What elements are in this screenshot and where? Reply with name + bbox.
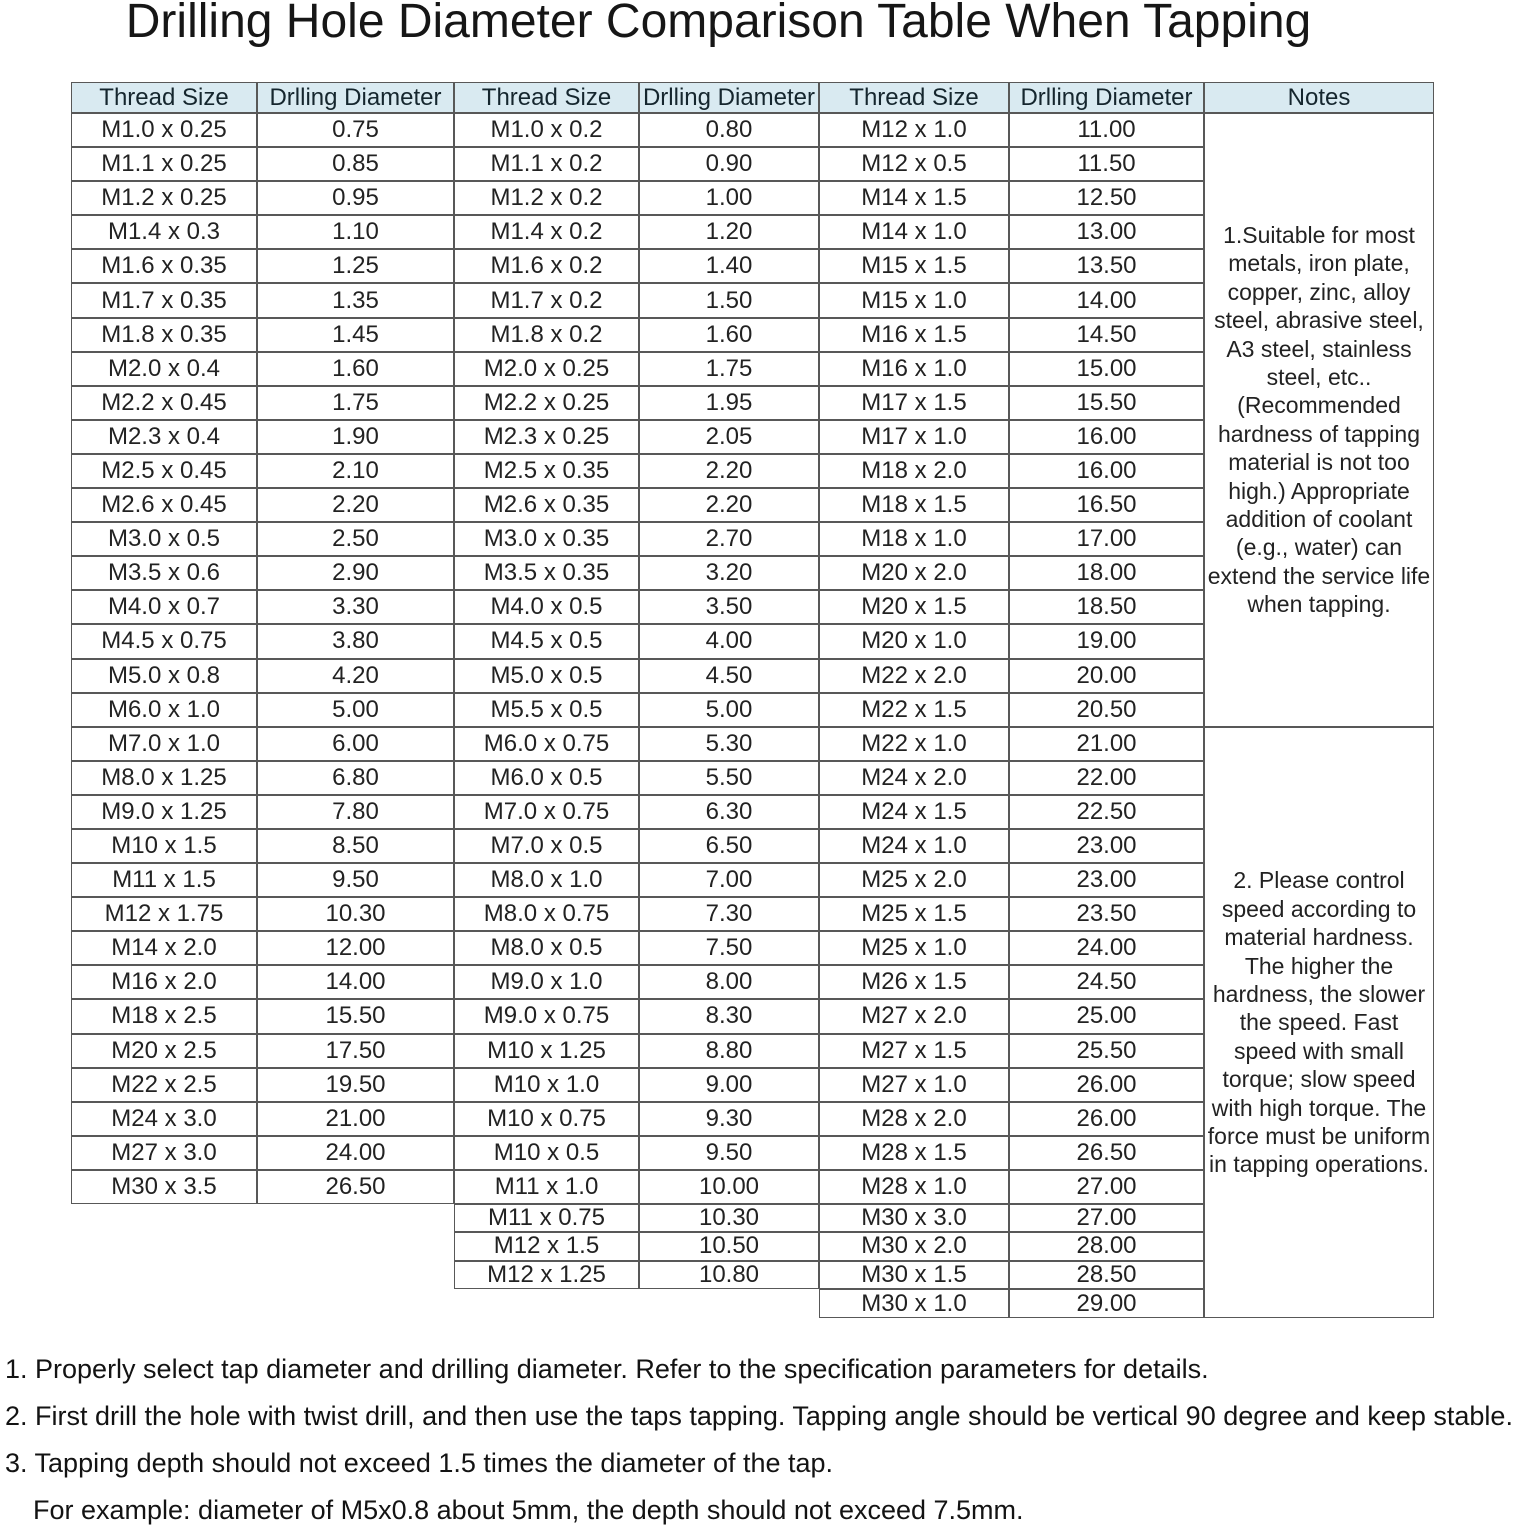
drilling-diameter-cell: 13.00 — [1009, 215, 1204, 249]
drilling-diameter-cell: 20.50 — [1009, 693, 1204, 727]
thread-size-cell: M30 x 3.5 — [71, 1170, 257, 1204]
thread-size-cell: M1.1 x 0.25 — [71, 147, 257, 181]
thread-size-cell: M28 x 2.0 — [819, 1102, 1009, 1136]
thread-size-cell: M2.5 x 0.45 — [71, 454, 257, 488]
thread-size-cell: M22 x 1.5 — [819, 693, 1009, 727]
drilling-diameter-cell: 5.00 — [639, 693, 819, 727]
drilling-diameter-cell: 11.00 — [1009, 113, 1204, 147]
thread-size-cell: M30 x 3.0 — [819, 1204, 1009, 1232]
thread-size-cell: M10 x 0.5 — [454, 1136, 639, 1170]
drilling-diameter-cell: 13.50 — [1009, 249, 1204, 283]
drilling-diameter-cell: 23.50 — [1009, 897, 1204, 931]
note-1: 1.Suitable for most metals, iron plate, copper, zinc, alloy steel, abrasive steel, A3 steel, stainless steel, etc..(Recommended hardness of tapping material is not too high.) Appropriate addition of coolant (e.g., water) can extend the service life when tapping. — [1204, 113, 1434, 727]
drilling-diameter-cell: 27.00 — [1009, 1170, 1204, 1204]
drilling-diameter-cell: 1.00 — [639, 181, 819, 215]
drilling-diameter-cell: 2.05 — [639, 420, 819, 454]
drilling-diameter-cell: 18.00 — [1009, 556, 1204, 590]
thread-size-cell: M2.2 x 0.25 — [454, 386, 639, 420]
drilling-diameter-cell: 8.00 — [639, 965, 819, 999]
thread-size-cell: M18 x 2.0 — [819, 454, 1009, 488]
drilling-diameter-cell: 14.00 — [257, 965, 454, 999]
footer-note-1: 1. Properly select tap diameter and drilling diameter. Refer to the specification parameters for details. — [5, 1354, 1209, 1384]
drilling-diameter-cell: 0.95 — [257, 181, 454, 215]
thread-size-cell: M22 x 2.0 — [819, 659, 1009, 693]
thread-size-cell: M10 x 0.75 — [454, 1102, 639, 1136]
thread-size-cell: M30 x 1.0 — [819, 1289, 1009, 1319]
drilling-diameter-cell: 17.00 — [1009, 522, 1204, 556]
column-header: Drlling Diameter — [639, 82, 819, 113]
thread-size-cell: M2.3 x 0.25 — [454, 420, 639, 454]
drilling-diameter-cell: 24.50 — [1009, 965, 1204, 999]
drilling-diameter-cell: 12.00 — [257, 931, 454, 965]
drilling-diameter-cell: 6.00 — [257, 727, 454, 761]
thread-size-cell: M10 x 1.25 — [454, 1034, 639, 1068]
thread-size-cell: M7.0 x 0.5 — [454, 829, 639, 863]
thread-size-cell: M9.0 x 0.75 — [454, 999, 639, 1033]
thread-size-cell: M12 x 1.25 — [454, 1261, 639, 1289]
drilling-diameter-cell: 1.40 — [639, 249, 819, 283]
thread-size-cell: M25 x 1.0 — [819, 931, 1009, 965]
thread-size-cell: M27 x 1.5 — [819, 1034, 1009, 1068]
thread-size-cell: M4.5 x 0.5 — [454, 624, 639, 658]
thread-size-cell: M2.5 x 0.35 — [454, 454, 639, 488]
drilling-diameter-cell: 15.00 — [1009, 352, 1204, 386]
drilling-diameter-cell: 29.00 — [1009, 1289, 1204, 1319]
drilling-diameter-cell: 5.30 — [639, 727, 819, 761]
drilling-diameter-cell: 1.95 — [639, 386, 819, 420]
thread-size-cell: M2.2 x 0.45 — [71, 386, 257, 420]
thread-size-cell: M24 x 1.5 — [819, 795, 1009, 829]
drilling-diameter-cell: 11.50 — [1009, 147, 1204, 181]
drilling-diameter-cell: 26.00 — [1009, 1102, 1204, 1136]
drilling-diameter-cell: 16.00 — [1009, 454, 1204, 488]
thread-size-cell: M11 x 1.5 — [71, 863, 257, 897]
thread-size-cell: M3.5 x 0.35 — [454, 556, 639, 590]
drilling-diameter-cell: 1.75 — [639, 352, 819, 386]
thread-size-cell: M20 x 2.0 — [819, 556, 1009, 590]
column-header: Drlling Diameter — [1009, 82, 1204, 113]
thread-size-cell: M3.0 x 0.5 — [71, 522, 257, 556]
footer-notes — [5, 1346, 1513, 1534]
drilling-diameter-cell: 1.60 — [639, 318, 819, 352]
drilling-diameter-cell: 21.00 — [1009, 727, 1204, 761]
thread-size-cell: M24 x 1.0 — [819, 829, 1009, 863]
drilling-diameter-cell: 3.30 — [257, 590, 454, 624]
drilling-diameter-cell: 6.50 — [639, 829, 819, 863]
drilling-diameter-cell: 2.20 — [639, 454, 819, 488]
drilling-diameter-cell: 1.35 — [257, 283, 454, 317]
footer-note-example: For example: diameter of M5x0.8 about 5mm, the depth should not exceed 7.5mm. — [33, 1495, 1024, 1525]
thread-size-cell: M3.5 x 0.6 — [71, 556, 257, 590]
thread-size-cell: M14 x 1.5 — [819, 181, 1009, 215]
thread-size-cell: M8.0 x 1.0 — [454, 863, 639, 897]
drilling-diameter-cell: 8.50 — [257, 829, 454, 863]
drilling-diameter-cell: 26.50 — [1009, 1136, 1204, 1170]
thread-size-cell: M1.6 x 0.35 — [71, 249, 257, 283]
thread-size-cell: M1.4 x 0.3 — [71, 215, 257, 249]
column-header: Thread Size — [71, 82, 257, 113]
column-header: Thread Size — [454, 82, 639, 113]
page-title: Drilling Hole Diameter Comparison Table When Tapping — [125, 0, 1312, 48]
drilling-diameter-cell: 21.00 — [257, 1102, 454, 1136]
drilling-diameter-cell: 0.80 — [639, 113, 819, 147]
thread-size-cell: M14 x 2.0 — [71, 931, 257, 965]
drilling-diameter-cell: 4.50 — [639, 659, 819, 693]
thread-size-cell: M9.0 x 1.25 — [71, 795, 257, 829]
thread-size-cell: M27 x 3.0 — [71, 1136, 257, 1170]
thread-size-cell: M9.0 x 1.0 — [454, 965, 639, 999]
drilling-diameter-cell: 8.80 — [639, 1034, 819, 1068]
drilling-diameter-cell: 23.00 — [1009, 829, 1204, 863]
thread-size-cell: M1.7 x 0.2 — [454, 283, 639, 317]
thread-size-cell: M2.0 x 0.25 — [454, 352, 639, 386]
drilling-diameter-cell: 10.80 — [639, 1261, 819, 1289]
thread-size-cell: M8.0 x 1.25 — [71, 761, 257, 795]
thread-size-cell: M22 x 2.5 — [71, 1068, 257, 1102]
thread-size-cell: M6.0 x 0.5 — [454, 761, 639, 795]
drilling-diameter-cell: 9.00 — [639, 1068, 819, 1102]
drilling-diameter-cell: 2.20 — [639, 488, 819, 522]
drilling-diameter-cell: 24.00 — [1009, 931, 1204, 965]
drilling-diameter-cell: 10.30 — [257, 897, 454, 931]
drilling-diameter-cell: 25.50 — [1009, 1034, 1204, 1068]
thread-size-cell: M1.6 x 0.2 — [454, 249, 639, 283]
drilling-diameter-cell: 10.50 — [639, 1232, 819, 1260]
thread-size-cell: M10 x 1.5 — [71, 829, 257, 863]
thread-size-cell: M1.4 x 0.2 — [454, 215, 639, 249]
column-header: Thread Size — [819, 82, 1009, 113]
thread-size-cell: M1.1 x 0.2 — [454, 147, 639, 181]
thread-size-cell: M4.5 x 0.75 — [71, 624, 257, 658]
thread-size-cell: M2.6 x 0.35 — [454, 488, 639, 522]
drilling-diameter-cell: 4.20 — [257, 659, 454, 693]
drilling-diameter-cell: 28.00 — [1009, 1232, 1204, 1260]
thread-size-cell: M6.0 x 0.75 — [454, 727, 639, 761]
thread-size-cell: M12 x 0.5 — [819, 147, 1009, 181]
drilling-diameter-cell: 23.00 — [1009, 863, 1204, 897]
drilling-diameter-cell: 3.80 — [257, 624, 454, 658]
thread-size-cell: M1.0 x 0.25 — [71, 113, 257, 147]
drilling-diameter-cell: 2.20 — [257, 488, 454, 522]
drilling-diameter-cell: 22.00 — [1009, 761, 1204, 795]
drilling-diameter-cell: 1.75 — [257, 386, 454, 420]
drilling-diameter-cell: 16.50 — [1009, 488, 1204, 522]
thread-size-cell: M8.0 x 0.75 — [454, 897, 639, 931]
drilling-diameter-cell: 0.90 — [639, 147, 819, 181]
drilling-diameter-cell: 4.00 — [639, 624, 819, 658]
drilling-diameter-cell: 1.25 — [257, 249, 454, 283]
drilling-diameter-cell: 1.50 — [639, 283, 819, 317]
thread-size-cell: M22 x 1.0 — [819, 727, 1009, 761]
drilling-diameter-cell: 2.10 — [257, 454, 454, 488]
thread-size-cell: M8.0 x 0.5 — [454, 931, 639, 965]
drilling-diameter-cell: 10.30 — [639, 1204, 819, 1232]
thread-size-cell: M1.7 x 0.35 — [71, 283, 257, 317]
thread-size-cell: M3.0 x 0.35 — [454, 522, 639, 556]
thread-size-cell: M27 x 1.0 — [819, 1068, 1009, 1102]
thread-size-cell: M12 x 1.75 — [71, 897, 257, 931]
thread-size-cell: M20 x 1.5 — [819, 590, 1009, 624]
drilling-diameter-cell: 9.30 — [639, 1102, 819, 1136]
thread-size-cell: M16 x 1.0 — [819, 352, 1009, 386]
drilling-diameter-cell: 19.50 — [257, 1068, 454, 1102]
column-header: Drlling Diameter — [257, 82, 454, 113]
drilling-diameter-cell: 2.50 — [257, 522, 454, 556]
drilling-diameter-cell: 1.10 — [257, 215, 454, 249]
thread-size-cell: M28 x 1.5 — [819, 1136, 1009, 1170]
thread-size-cell: M11 x 1.0 — [454, 1170, 639, 1204]
thread-size-cell: M30 x 2.0 — [819, 1232, 1009, 1260]
drilling-diameter-cell: 1.20 — [639, 215, 819, 249]
drilling-diameter-cell: 20.00 — [1009, 659, 1204, 693]
drilling-diameter-cell: 15.50 — [257, 999, 454, 1033]
drilling-diameter-cell: 7.80 — [257, 795, 454, 829]
thread-size-cell: M17 x 1.5 — [819, 386, 1009, 420]
thread-size-cell: M7.0 x 0.75 — [454, 795, 639, 829]
thread-size-cell: M20 x 1.0 — [819, 624, 1009, 658]
thread-size-cell: M17 x 1.0 — [819, 420, 1009, 454]
thread-size-cell: M2.6 x 0.45 — [71, 488, 257, 522]
drilling-diameter-cell: 16.00 — [1009, 420, 1204, 454]
drilling-diameter-cell: 19.00 — [1009, 624, 1204, 658]
notes-column-header: Notes — [1204, 82, 1434, 113]
thread-size-cell: M12 x 1.0 — [819, 113, 1009, 147]
thread-size-cell: M1.8 x 0.2 — [454, 318, 639, 352]
thread-size-cell: M1.0 x 0.2 — [454, 113, 639, 147]
thread-size-cell: M15 x 1.0 — [819, 283, 1009, 317]
drilling-diameter-cell: 28.50 — [1009, 1261, 1204, 1289]
drilling-diameter-cell: 24.00 — [257, 1136, 454, 1170]
thread-size-cell: M5.0 x 0.5 — [454, 659, 639, 693]
drilling-diameter-cell: 7.50 — [639, 931, 819, 965]
thread-size-cell: M2.0 x 0.4 — [71, 352, 257, 386]
drilling-diameter-cell: 2.70 — [639, 522, 819, 556]
drilling-diameter-cell: 10.00 — [639, 1170, 819, 1204]
thread-size-cell: M5.0 x 0.8 — [71, 659, 257, 693]
drilling-diameter-cell: 18.50 — [1009, 590, 1204, 624]
note-2: 2. Please control speed according to material hardness. The higher the hardness, the slower the speed. Fast speed with small torque; slow speed with high torque. The force must be uniform in tapping operations. — [1204, 727, 1434, 1319]
thread-size-cell: M20 x 2.5 — [71, 1034, 257, 1068]
thread-size-cell: M12 x 1.5 — [454, 1232, 639, 1260]
thread-size-cell: M27 x 2.0 — [819, 999, 1009, 1033]
thread-size-cell: M11 x 0.75 — [454, 1204, 639, 1232]
thread-size-cell: M10 x 1.0 — [454, 1068, 639, 1102]
drilling-diameter-cell: 2.90 — [257, 556, 454, 590]
thread-size-cell: M14 x 1.0 — [819, 215, 1009, 249]
thread-size-cell: M16 x 1.5 — [819, 318, 1009, 352]
thread-size-cell: M4.0 x 0.5 — [454, 590, 639, 624]
drilling-diameter-cell: 1.60 — [257, 352, 454, 386]
drilling-diameter-cell: 6.30 — [639, 795, 819, 829]
drilling-diameter-cell: 26.00 — [1009, 1068, 1204, 1102]
thread-size-cell: M2.3 x 0.4 — [71, 420, 257, 454]
thread-size-cell: M15 x 1.5 — [819, 249, 1009, 283]
thread-size-cell: M18 x 1.5 — [819, 488, 1009, 522]
drilling-diameter-cell: 25.00 — [1009, 999, 1204, 1033]
drilling-diameter-cell: 9.50 — [639, 1136, 819, 1170]
thread-size-cell: M18 x 1.0 — [819, 522, 1009, 556]
thread-size-cell: M5.5 x 0.5 — [454, 693, 639, 727]
drilling-diameter-cell: 15.50 — [1009, 386, 1204, 420]
thread-size-cell: M4.0 x 0.7 — [71, 590, 257, 624]
drilling-diameter-cell: 7.30 — [639, 897, 819, 931]
thread-size-cell: M25 x 2.0 — [819, 863, 1009, 897]
drilling-diameter-cell: 3.50 — [639, 590, 819, 624]
drilling-diameter-cell: 12.50 — [1009, 181, 1204, 215]
thread-size-cell: M24 x 2.0 — [819, 761, 1009, 795]
thread-size-cell: M16 x 2.0 — [71, 965, 257, 999]
thread-size-cell: M1.8 x 0.35 — [71, 318, 257, 352]
thread-size-cell: M28 x 1.0 — [819, 1170, 1009, 1204]
drilling-diameter-cell: 0.75 — [257, 113, 454, 147]
drilling-diameter-cell: 22.50 — [1009, 795, 1204, 829]
footer-note-2: 2. First drill the hole with twist drill, and then use the taps tapping. Tapping angle should be vertical 90 degree and keep stable. — [5, 1401, 1513, 1431]
drilling-diameter-cell: 5.50 — [639, 761, 819, 795]
thread-size-cell: M18 x 2.5 — [71, 999, 257, 1033]
drilling-diameter-cell: 5.00 — [257, 693, 454, 727]
thread-size-cell: M25 x 1.5 — [819, 897, 1009, 931]
drilling-diameter-cell: 27.00 — [1009, 1204, 1204, 1232]
drilling-diameter-cell: 14.50 — [1009, 318, 1204, 352]
thread-size-cell: M7.0 x 1.0 — [71, 727, 257, 761]
drilling-diameter-cell: 26.50 — [257, 1170, 454, 1204]
drilling-diameter-cell: 3.20 — [639, 556, 819, 590]
drilling-diameter-cell: 1.45 — [257, 318, 454, 352]
drilling-diameter-cell: 14.00 — [1009, 283, 1204, 317]
thread-size-cell: M6.0 x 1.0 — [71, 693, 257, 727]
thread-size-cell: M30 x 1.5 — [819, 1261, 1009, 1289]
drilling-diameter-cell: 0.85 — [257, 147, 454, 181]
drilling-diameter-cell: 8.30 — [639, 999, 819, 1033]
drilling-diameter-cell: 17.50 — [257, 1034, 454, 1068]
drilling-diameter-cell: 9.50 — [257, 863, 454, 897]
thread-size-cell: M1.2 x 0.2 — [454, 181, 639, 215]
thread-size-cell: M1.2 x 0.25 — [71, 181, 257, 215]
footer-note-3: 3. Tapping depth should not exceed 1.5 times the diameter of the tap. — [5, 1448, 834, 1478]
comparison-table — [71, 82, 1434, 1318]
drilling-diameter-cell: 7.00 — [639, 863, 819, 897]
thread-size-cell: M26 x 1.5 — [819, 965, 1009, 999]
drilling-diameter-cell: 1.90 — [257, 420, 454, 454]
drilling-diameter-cell: 6.80 — [257, 761, 454, 795]
thread-size-cell: M24 x 3.0 — [71, 1102, 257, 1136]
